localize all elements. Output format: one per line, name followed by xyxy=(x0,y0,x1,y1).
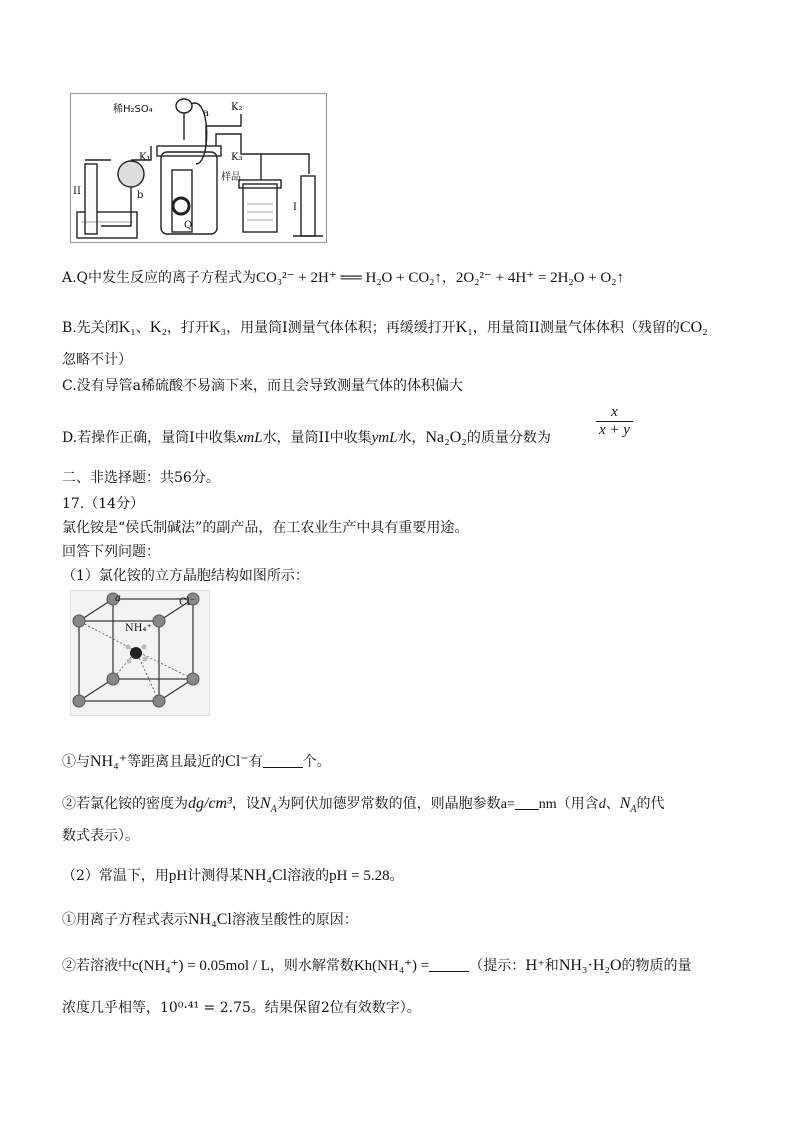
chloride-formula: Cl⁻ xyxy=(225,753,249,770)
cell-label-nh4: NH₄⁺ xyxy=(125,623,152,634)
label-a: a xyxy=(203,108,209,119)
fraction-numerator: x xyxy=(596,404,633,422)
option-b-sep: 、 xyxy=(135,320,150,336)
avogadro-symbol xyxy=(259,795,277,816)
s2-text-a: ②若氯化铵的密度为 xyxy=(62,796,188,812)
p2-text-c: 溶液的 xyxy=(287,868,330,884)
subquestion-2 xyxy=(62,794,664,820)
s4-text-b: ，则水解常数 xyxy=(269,958,354,974)
s2-text-e: 、 xyxy=(605,796,620,812)
valve-k2: K₂ xyxy=(149,319,168,336)
na2o2-formula: Na₂O₂ xyxy=(425,429,467,446)
nh4cl-formula-2: NH₄Cl xyxy=(188,911,232,928)
s4-text-a: ②若溶液中 xyxy=(62,958,132,974)
volume-y: ymL xyxy=(371,430,398,446)
option-b-text-2: ，打开 xyxy=(167,320,210,336)
label-b: b xyxy=(137,190,144,201)
option-b-text-4: ，用量筒II测量气体体积（残留的 xyxy=(472,320,680,336)
s3-text-a: ①用离子方程式表示 xyxy=(62,912,188,928)
label-k1: K₁ xyxy=(139,152,151,163)
option-d-text-4: 的质量分数为 xyxy=(466,430,551,446)
s2-text-c: 为阿伏加德罗常数的值，则晶胞参数 xyxy=(276,796,501,812)
s2-text-d: （用含 xyxy=(556,796,599,812)
s1-text-c: 有 xyxy=(248,754,263,770)
avogadro-n: N xyxy=(259,795,271,812)
s1-text-a: ①与 xyxy=(62,754,90,770)
cell-label-cl: Cl⁻ xyxy=(179,597,196,608)
volume-x: xmL xyxy=(236,430,263,446)
cell-label-a: a xyxy=(115,593,121,604)
lattice-a-label: a= xyxy=(500,797,515,812)
subquestion-2-line2: 数式表示）。 xyxy=(62,828,139,844)
cell-drawing xyxy=(71,591,209,715)
p2-text-b: 计测得某 xyxy=(187,868,244,884)
s4-text-d: 的物质的量 xyxy=(621,958,692,974)
unit-nm: nm xyxy=(538,797,557,812)
label-k2: K₂ xyxy=(231,102,243,113)
question-17-prompt: 回答下列问题： xyxy=(62,544,160,560)
option-d-text-2: 水，量筒II中收集 xyxy=(262,430,372,446)
valve-k1-again: K₁ xyxy=(455,319,473,336)
subquestion-4-line2: 浓度几乎相等，10⁰·⁴¹ = 2.75。结果保留2位有效数字）。 xyxy=(62,1000,421,1016)
s4-text-c: （提示：H⁺和 xyxy=(469,958,559,974)
option-d xyxy=(62,428,551,448)
equation-carbonate: CO₃²⁻ + 2H⁺ ══ H₂O + CO₂↑ xyxy=(256,270,442,286)
label-cyl2: II xyxy=(73,186,81,197)
ammonium-formula: NH₄⁺ xyxy=(90,753,128,770)
part-1-text: （1）氯化铵的立方晶胞结构如图所示： xyxy=(62,568,309,584)
label-acid: 稀H₂SO₄ xyxy=(113,104,153,115)
section-two-heading: 二、非选择题：共56分。 xyxy=(62,470,220,486)
label-k3: K₃ xyxy=(231,152,243,163)
question-17-header: 17.（14分） xyxy=(62,496,145,512)
avogadro-n-2: N xyxy=(619,795,631,812)
answer-blank-3[interactable] xyxy=(429,957,469,972)
var-d: d xyxy=(598,797,606,812)
apparatus-drawing xyxy=(71,94,326,242)
ph-meter: pH xyxy=(168,868,188,884)
valve-k1: K₁ xyxy=(118,319,136,336)
part-2-text xyxy=(62,866,404,886)
subquestion-4 xyxy=(62,956,692,976)
option-a-sep: ， xyxy=(441,270,456,286)
answer-blank-1[interactable] xyxy=(263,753,303,768)
equation-peroxide: 2O₂²⁻ + 4H⁺ = 2H₂O + O₂↑ xyxy=(455,270,624,286)
density-expression: dg/cm³ xyxy=(188,795,232,812)
fraction-answer xyxy=(596,404,633,439)
question-17-intro: 氯化铵是“侯氏制碱法”的副产品，在工农业生产中具有重要用途。 xyxy=(62,520,469,536)
label-cyl1: I xyxy=(293,202,297,213)
option-b xyxy=(62,318,708,338)
avogadro-symbol-2 xyxy=(619,795,637,816)
option-a-prefix: A.Q中发生反应的离子方程式为 xyxy=(62,270,257,286)
concentration-expression: c(NH₄⁺) = 0.05mol / L xyxy=(132,958,270,974)
co2-formula: CO₂ xyxy=(679,319,708,336)
p2-text-a: （2）常温下，用 xyxy=(62,868,169,884)
label-q: Q xyxy=(184,220,193,231)
subquestion-3 xyxy=(62,910,358,930)
option-d-text-3: 水， xyxy=(397,430,426,446)
s1-text-b: 等距离且最近的 xyxy=(127,754,226,770)
ammonia-hydrate-formula: NH₃·H₂O xyxy=(558,957,622,974)
valve-k3: K₃ xyxy=(209,319,227,336)
p2-text-d: 。 xyxy=(389,868,404,884)
s2-text-f: 的代 xyxy=(636,796,665,812)
crystal-cell-figure xyxy=(70,590,210,716)
s2-text-b: ，设 xyxy=(231,796,260,812)
option-d-text-1: D.若操作正确，量筒I中收集 xyxy=(62,430,237,446)
s3-text-b: 溶液呈酸性的原因： xyxy=(231,912,358,928)
option-c: C.没有导管a稀硫酸不易滴下来，而且会导致测量气体的体积偏大 xyxy=(62,378,464,394)
option-b-text-1: B.先关闭 xyxy=(62,320,119,336)
label-sample: 样品 xyxy=(221,172,241,183)
option-a xyxy=(62,268,624,288)
option-b-text-3: ，用量筒I测量气体体积；再缓缓打开 xyxy=(226,320,456,336)
fraction-denominator: x + y xyxy=(599,422,630,438)
nh4cl-formula: NH₄Cl xyxy=(243,867,288,884)
subquestion-1 xyxy=(62,752,331,772)
s1-text-d: 个。 xyxy=(302,754,331,770)
apparatus-figure xyxy=(70,93,327,243)
avogadro-sub-2: A xyxy=(630,804,637,816)
hydrolysis-constant: Kh(NH₄⁺) = xyxy=(353,958,430,974)
option-b-line2: 忽略不计） xyxy=(62,352,132,368)
ph-value: pH = 5.28 xyxy=(329,868,390,884)
answer-blank-2[interactable] xyxy=(515,795,539,810)
avogadro-sub: A xyxy=(270,804,277,816)
